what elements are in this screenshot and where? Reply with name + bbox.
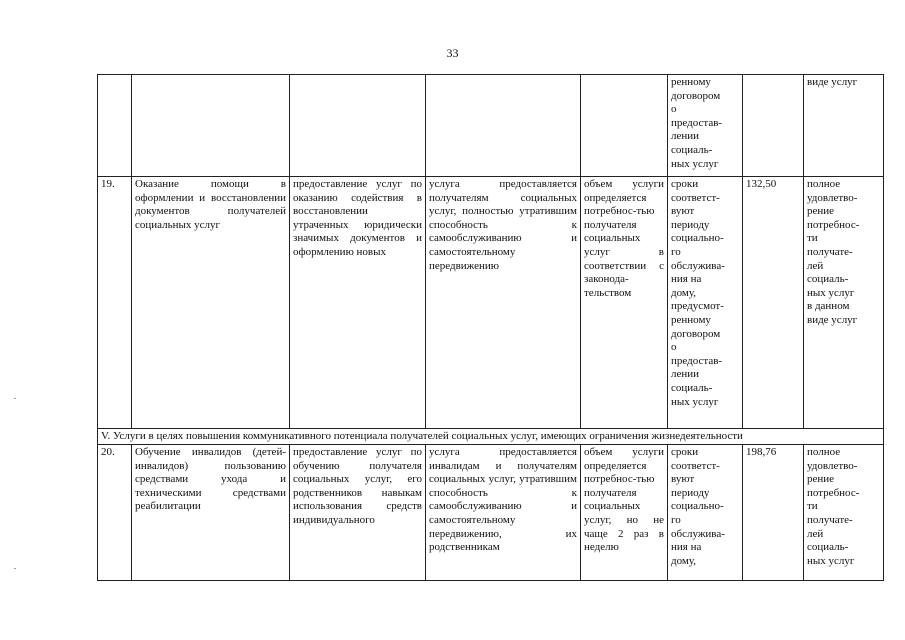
quality-cell: полное удовлетво- рение потребнос- ти получате- лей социаль- ных услуг (804, 445, 884, 581)
row-number-cell (98, 75, 132, 177)
scan-mark (14, 398, 16, 399)
page-number: 33 (446, 46, 459, 60)
cost-cell (743, 75, 804, 177)
recipients-cell (426, 75, 581, 177)
service-name-cell: Оказание помощи в оформлении и восстановлении документов получателей социальных услуг (132, 177, 290, 429)
service-name-cell: Обучение инвалидов (детей-инвалидов) пользованию средствами ухода и техническими средствами реабилитации (132, 445, 290, 581)
scan-mark (14, 568, 16, 569)
row-number-cell: 20. (98, 445, 132, 581)
volume-cell (581, 75, 668, 177)
quality-cell: виде услуг (804, 75, 884, 177)
section-title: V. Услуги в целях повышения коммуникативного потенциала получателей социальных услуг, имеющих ограничения жизнедеятельности (98, 429, 884, 445)
service-content-cell: предоставление услуг по обучению получателя социальных услуг, его родственников навыкам использования средств индивидуального (290, 445, 426, 581)
recipients-cell: услуга предоставляется получателям социальных услуг, полностью утратившим способность к самообслуживанию и самостоятельному передвижению (426, 177, 581, 429)
term-cell: ренному договором о предостав- лении социаль- ных услуг (668, 75, 743, 177)
service-content-cell: предоставление услуг по оказанию содействия в восстановлении утраченных юридически значимых документов и оформлению новых (290, 177, 426, 429)
table-row (98, 75, 884, 177)
section-header-row (98, 429, 884, 445)
service-name-cell (132, 75, 290, 177)
cost-cell: 198,76 (743, 445, 804, 581)
recipients-cell: услуга предоставляется инвалидам и получателям социальных услуг, утратившим способность к самообслуживанию и самостоятельному передвижению, их родственникам (426, 445, 581, 581)
volume-cell: объем услуги определяется потребнос-тью получателя социальных услуг в соответствии с законода-тельством (581, 177, 668, 429)
cost-cell: 132,50 (743, 177, 804, 429)
term-cell: сроки соответст- вуют периоду социально- го обслужива- ния на дому, предусмот- ренному договором о предостав- лении социаль- ных услуг (668, 177, 743, 429)
service-content-cell (290, 75, 426, 177)
row-number-cell: 19. (98, 177, 132, 429)
table-row (98, 445, 884, 581)
table-row (98, 177, 884, 429)
volume-cell: объем услуги определяется потребнос-тью получателя социальных услуг, но не чаще 2 раз в неделю (581, 445, 668, 581)
services-table (97, 74, 884, 581)
quality-cell: полное удовлетво- рение потребнос- ти получате- лей социаль- ных услуг в данном виде услуг (804, 177, 884, 429)
term-cell: сроки соответст- вуют периоду социально- го обслужива- ния на дому, (668, 445, 743, 581)
